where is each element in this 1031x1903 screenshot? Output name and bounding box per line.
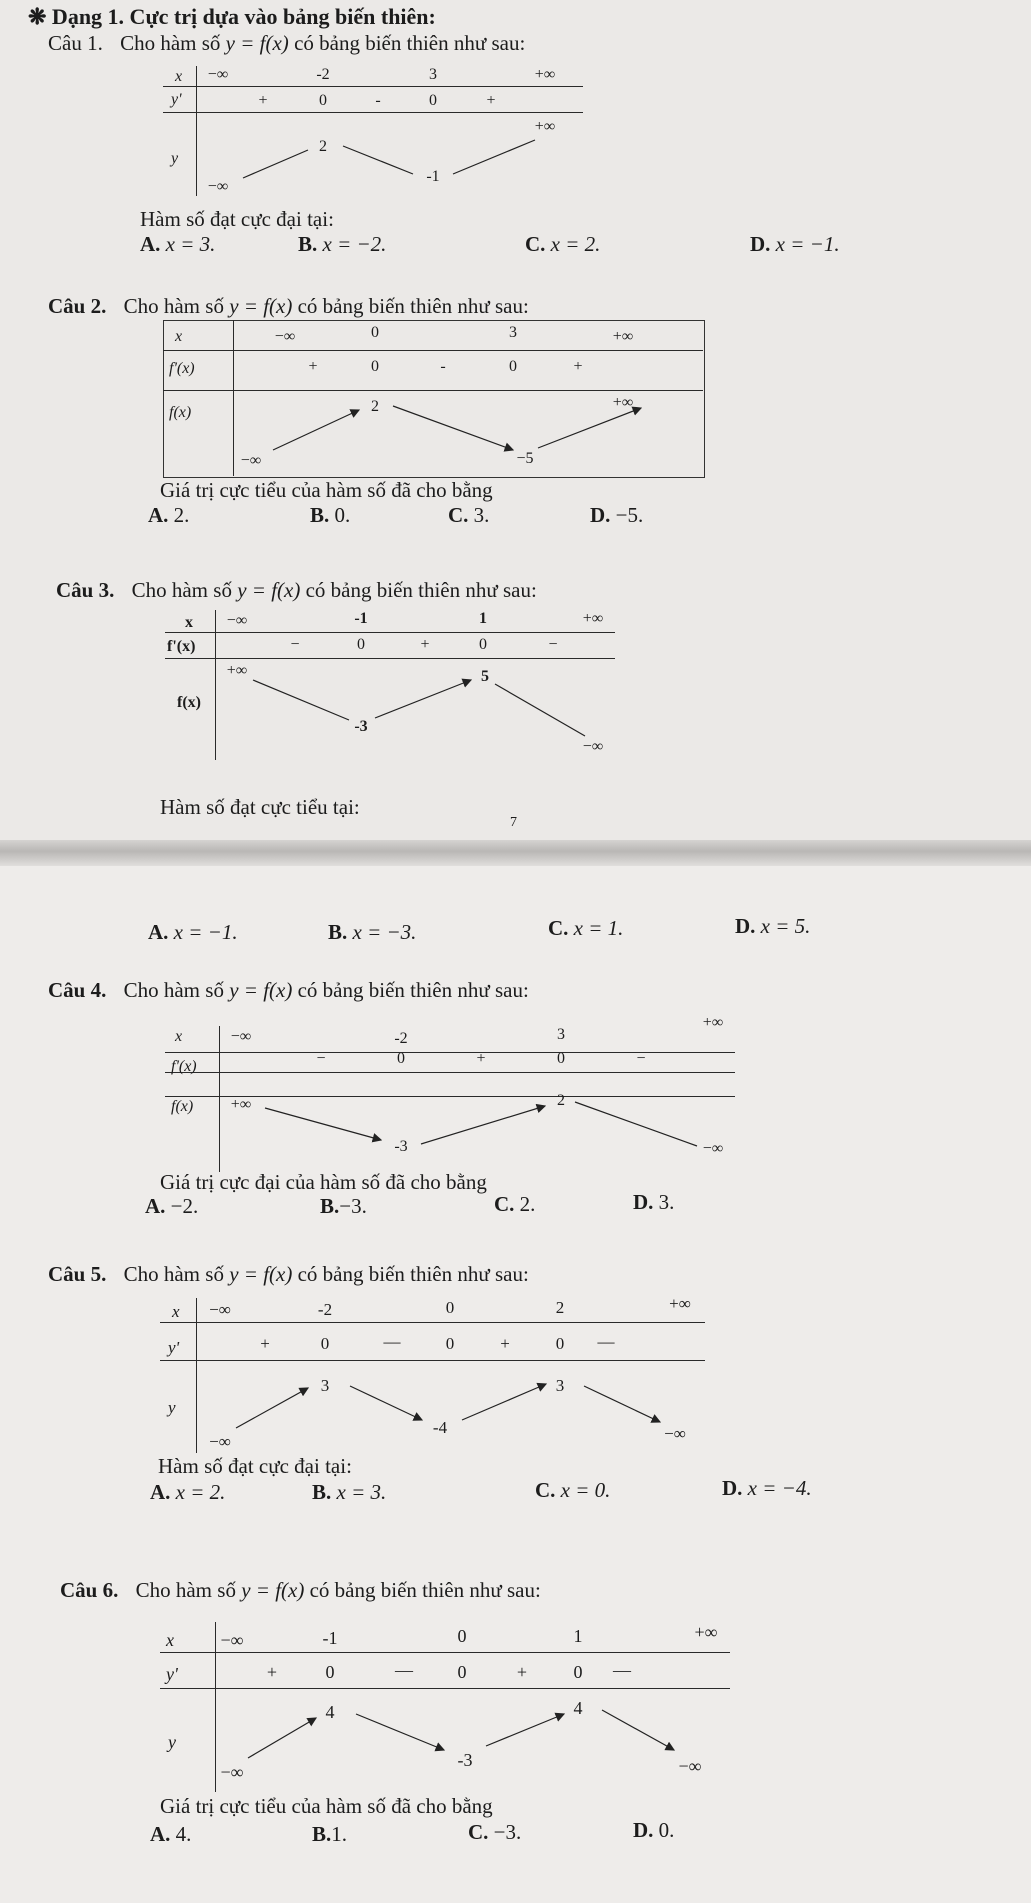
arrow-down xyxy=(584,1386,660,1422)
question-label: Câu 2. xyxy=(48,294,107,318)
option-text: x = 5. xyxy=(760,914,811,938)
question-intro xyxy=(60,1578,541,1603)
sign: + xyxy=(486,92,496,109)
question-prompt: Hàm số đạt cực tiểu tại: xyxy=(160,795,360,819)
option-b[interactable] xyxy=(312,1822,347,1847)
option-c[interactable] xyxy=(468,1820,521,1845)
arrow-up xyxy=(273,410,359,450)
variation-arrows xyxy=(165,1012,735,1172)
intro-text: Cho hàm số xyxy=(135,1578,242,1602)
sign: 0 xyxy=(325,1662,335,1682)
arrow-down xyxy=(393,406,513,450)
option-letter: C. xyxy=(535,1478,556,1502)
x-value: 3 xyxy=(509,324,517,341)
row-label-derivative: y' xyxy=(171,91,182,108)
question-intro xyxy=(48,1262,529,1287)
sign: + xyxy=(500,1334,510,1353)
arrow-up xyxy=(538,408,641,448)
page-fold xyxy=(0,840,1031,868)
y-value: -3 xyxy=(354,718,368,735)
row-label-derivative: y' xyxy=(166,1664,178,1684)
x-value: 3 xyxy=(429,66,437,83)
sign: + xyxy=(573,358,583,375)
option-letter: A. xyxy=(140,232,161,256)
option-text: x = −3. xyxy=(352,920,417,944)
y-value: 5 xyxy=(481,668,489,685)
option-text: 4. xyxy=(175,1822,192,1846)
option-b[interactable] xyxy=(310,503,350,528)
intro-text-end: có bảng biến thiên như sau: xyxy=(288,31,526,55)
intro-text-end: có bảng biến thiên như sau: xyxy=(304,1578,541,1602)
option-letter: A. xyxy=(148,503,169,527)
option-text: x = 3. xyxy=(165,232,216,256)
option-a[interactable] xyxy=(150,1822,191,1847)
x-value: +∞ xyxy=(694,1622,718,1642)
y-value: +∞ xyxy=(230,1096,252,1113)
sign: 0 xyxy=(429,92,437,109)
arrow-down xyxy=(350,1386,422,1420)
x-value: +∞ xyxy=(582,610,604,627)
row-label-x: x xyxy=(172,1302,180,1321)
option-text: 0. xyxy=(658,1818,675,1842)
question-prompt: Hàm số đạt cực đại tại: xyxy=(158,1454,352,1478)
option-a[interactable] xyxy=(148,920,238,945)
arrow-up xyxy=(248,1718,316,1758)
question-prompt: Hàm số đạt cực đại tại: xyxy=(140,207,334,231)
sign: + xyxy=(420,636,430,653)
x-value: 0 xyxy=(371,324,379,341)
y-value: 4 xyxy=(325,1702,335,1722)
option-text: −3. xyxy=(493,1820,522,1844)
option-text: x = 3. xyxy=(336,1480,387,1504)
sign: − xyxy=(548,636,558,653)
function-expr: y = f(x) xyxy=(225,31,289,55)
arrow-down xyxy=(253,680,349,720)
y-value: −∞ xyxy=(582,738,604,755)
option-d[interactable] xyxy=(633,1190,674,1215)
option-c[interactable] xyxy=(494,1192,535,1217)
intro-text-end: có bảng biến thiên như sau: xyxy=(292,1262,529,1286)
question-intro xyxy=(48,294,529,319)
sign: 0 xyxy=(371,358,379,375)
option-text: 3. xyxy=(473,503,490,527)
option-text: x = −1. xyxy=(173,920,238,944)
intro-text-end: có bảng biến thiên như sau: xyxy=(292,294,529,318)
sign: + xyxy=(258,92,268,109)
option-text: x = −2. xyxy=(322,232,387,256)
function-expr: y = f(x) xyxy=(229,1262,293,1286)
option-letter: C. xyxy=(525,232,546,256)
row-label-function: y xyxy=(171,150,179,167)
sign: — xyxy=(383,1332,401,1351)
option-letter: C. xyxy=(448,503,469,527)
row-label-x: x xyxy=(185,614,193,631)
sign: 0 xyxy=(479,636,487,653)
y-value: −∞ xyxy=(678,1756,702,1776)
sign: − xyxy=(636,1050,646,1067)
x-value: -1 xyxy=(322,1628,338,1648)
y-value: -3 xyxy=(394,1138,408,1155)
option-text: −5. xyxy=(615,503,644,527)
arrow-down xyxy=(602,1710,674,1750)
arrow-up xyxy=(462,1384,546,1420)
option-text: x = −1. xyxy=(775,232,840,256)
x-value: -1 xyxy=(354,610,368,627)
x-value: −∞ xyxy=(230,1028,252,1045)
question-intro xyxy=(48,31,525,56)
intro-text: Cho hàm số xyxy=(123,294,230,318)
x-value: -2 xyxy=(316,66,330,83)
option-b[interactable] xyxy=(298,232,386,257)
page-number: 7 xyxy=(510,815,517,830)
option-letter: D. xyxy=(633,1190,654,1214)
y-value: 3 xyxy=(320,1376,330,1395)
y-value: 2 xyxy=(371,398,379,415)
sign: - xyxy=(440,358,446,375)
row-label-x: x xyxy=(175,328,183,345)
sign: 0 xyxy=(320,1334,330,1353)
option-text: 0. xyxy=(334,503,351,527)
x-value: -2 xyxy=(394,1030,408,1047)
row-label-function: y xyxy=(168,1732,176,1752)
arrow-down xyxy=(265,1108,381,1140)
function-expr: y = f(x) xyxy=(229,294,293,318)
y-value: −∞ xyxy=(240,452,262,469)
option-letter: D. xyxy=(750,232,771,256)
row-label-function: f(x) xyxy=(169,404,192,421)
x-value: 0 xyxy=(445,1298,455,1317)
x-value: -2 xyxy=(317,1300,333,1319)
question-label: Câu 3. xyxy=(56,578,115,602)
x-value: 3 xyxy=(557,1026,565,1043)
arrow-down xyxy=(495,684,585,736)
sign: — xyxy=(597,1332,615,1351)
x-value: +∞ xyxy=(702,1014,724,1031)
sign: − xyxy=(290,636,300,653)
option-letter: B. xyxy=(312,1822,332,1846)
option-c[interactable] xyxy=(448,503,489,528)
function-expr: y = f(x) xyxy=(237,578,301,602)
sign: + xyxy=(516,1662,528,1682)
variation-table xyxy=(160,1622,730,1792)
x-value: +∞ xyxy=(534,66,556,83)
row-label-x: x xyxy=(175,68,183,85)
x-value: −∞ xyxy=(220,1630,244,1650)
sign: 0 xyxy=(555,1334,565,1353)
arrow-up xyxy=(421,1106,545,1144)
question-label: Câu 5. xyxy=(48,1262,107,1286)
arrow-up xyxy=(236,1388,308,1428)
sign: + xyxy=(308,358,318,375)
option-letter: A. xyxy=(150,1822,171,1846)
x-value: 1 xyxy=(573,1626,583,1646)
option-letter: C. xyxy=(548,916,569,940)
option-letter: B. xyxy=(298,232,318,256)
y-value: 2 xyxy=(557,1092,565,1109)
arrow-up xyxy=(375,680,471,718)
variation-table xyxy=(163,66,583,206)
option-text: 3. xyxy=(658,1190,675,1214)
option-b[interactable] xyxy=(328,920,416,945)
x-value: −∞ xyxy=(209,1300,231,1319)
sign: 0 xyxy=(397,1050,405,1067)
option-b[interactable] xyxy=(320,1194,367,1219)
row-label-function: f(x) xyxy=(177,694,201,711)
intro-text-end: có bảng biến thiên như sau: xyxy=(292,978,529,1002)
x-value: 0 xyxy=(457,1626,467,1646)
row-label-derivative: f'(x) xyxy=(171,1058,197,1075)
sign: - xyxy=(375,92,381,109)
intro-text: Cho hàm số xyxy=(131,578,238,602)
sign: — xyxy=(395,1660,413,1680)
option-letter: C. xyxy=(494,1192,515,1216)
arrow-down xyxy=(575,1102,697,1146)
option-letter: C. xyxy=(468,1820,489,1844)
option-text: x = 0. xyxy=(560,1478,611,1502)
sign: + xyxy=(266,1662,278,1682)
option-letter: D. xyxy=(633,1818,654,1842)
sign: 0 xyxy=(457,1662,467,1682)
intro-text: Cho hàm số xyxy=(120,31,226,55)
question-label: Câu 1. xyxy=(48,31,103,55)
x-value: +∞ xyxy=(612,328,634,345)
intro-text-end: có bảng biến thiên như sau: xyxy=(300,578,537,602)
row-label-derivative: y' xyxy=(168,1338,180,1357)
x-value: −∞ xyxy=(274,328,296,345)
row-label-function: f(x) xyxy=(171,1098,194,1115)
variation-arrows xyxy=(160,1622,730,1792)
function-expr: y = f(x) xyxy=(229,978,293,1002)
option-letter: A. xyxy=(145,1194,166,1218)
row-label-x: x xyxy=(175,1028,183,1045)
option-b[interactable] xyxy=(312,1480,386,1505)
y-value: 2 xyxy=(319,138,327,155)
y-value: −∞ xyxy=(664,1424,686,1443)
question-prompt: Giá trị cực tiểu của hàm số đã cho bằng xyxy=(160,1794,493,1818)
question-intro xyxy=(56,578,537,603)
option-a[interactable] xyxy=(140,232,215,257)
y-value: −5 xyxy=(516,450,534,467)
y-value: 4 xyxy=(573,1698,583,1718)
arrow-up xyxy=(243,150,308,178)
y-value: −∞ xyxy=(220,1762,244,1782)
option-a[interactable] xyxy=(145,1194,198,1219)
option-text: x = −4. xyxy=(747,1476,812,1500)
x-value: +∞ xyxy=(669,1294,691,1313)
option-text: x = 1. xyxy=(573,916,624,940)
y-value: -4 xyxy=(432,1418,448,1437)
x-value: −∞ xyxy=(207,66,229,83)
sign: + xyxy=(476,1050,486,1067)
option-letter: B. xyxy=(310,503,330,527)
question-intro xyxy=(48,978,529,1003)
option-d[interactable] xyxy=(722,1476,812,1501)
x-value: −∞ xyxy=(226,612,248,629)
question-label: Câu 6. xyxy=(60,1578,119,1602)
question-label: Câu 4. xyxy=(48,978,107,1002)
y-value: +∞ xyxy=(534,118,556,135)
section-heading: ❋ Dạng 1. Cực trị dựa vào bảng biến thiên: xyxy=(28,4,436,29)
y-value: -3 xyxy=(457,1750,473,1770)
x-value: 1 xyxy=(479,610,487,627)
variation-table xyxy=(165,610,615,760)
option-text: −2. xyxy=(170,1194,199,1218)
y-value: +∞ xyxy=(612,394,634,411)
option-text: 1. xyxy=(331,1822,348,1846)
option-letter: A. xyxy=(150,1480,171,1504)
option-text: 2. xyxy=(519,1192,536,1216)
option-c[interactable] xyxy=(535,1478,610,1503)
sign: — xyxy=(613,1660,631,1680)
y-value: 3 xyxy=(555,1376,565,1395)
variation-arrows xyxy=(163,320,703,476)
option-a[interactable] xyxy=(150,1480,225,1505)
sign: − xyxy=(316,1050,326,1067)
arrow-down xyxy=(343,146,413,174)
sign: + xyxy=(260,1334,270,1353)
variation-arrows xyxy=(163,66,583,206)
question-prompt: Giá trị cực đại của hàm số đã cho bằng xyxy=(160,1170,487,1194)
row-label-derivative: f'(x) xyxy=(167,638,196,655)
option-d[interactable] xyxy=(590,503,643,528)
row-label-x: x xyxy=(166,1630,174,1650)
variation-table xyxy=(165,1012,735,1172)
arrow-down xyxy=(356,1714,444,1750)
option-d[interactable] xyxy=(750,232,840,257)
arrow-up xyxy=(486,1714,564,1746)
sign: 0 xyxy=(573,1662,583,1682)
sign: 0 xyxy=(319,92,327,109)
row-label-function: y xyxy=(168,1398,176,1417)
intro-text: Cho hàm số xyxy=(123,1262,230,1286)
option-letter: A. xyxy=(148,920,169,944)
option-letter: B. xyxy=(328,920,348,944)
option-letter: B. xyxy=(320,1194,340,1218)
option-letter: B. xyxy=(312,1480,332,1504)
sign: 0 xyxy=(445,1334,455,1353)
option-c[interactable] xyxy=(525,232,600,257)
sign: 0 xyxy=(357,636,365,653)
sign: 0 xyxy=(557,1050,565,1067)
option-text: x = 2. xyxy=(550,232,601,256)
y-value: +∞ xyxy=(226,662,248,679)
y-value: -1 xyxy=(426,168,440,185)
option-letter: D. xyxy=(590,503,611,527)
variation-table xyxy=(160,1294,705,1453)
arrow-up xyxy=(453,140,535,174)
option-c[interactable] xyxy=(548,916,623,941)
variation-arrows xyxy=(160,1298,705,1453)
variation-table xyxy=(163,320,703,476)
option-a[interactable] xyxy=(148,503,189,528)
sign: 0 xyxy=(509,358,517,375)
y-value: −∞ xyxy=(207,178,229,195)
x-value: 2 xyxy=(555,1298,565,1317)
option-text: 2. xyxy=(173,503,190,527)
option-text: x = 2. xyxy=(175,1480,226,1504)
function-expr: y = f(x) xyxy=(241,1578,305,1602)
question-prompt: Giá trị cực tiểu của hàm số đã cho bằng xyxy=(160,478,493,502)
variation-arrows xyxy=(165,610,615,760)
option-letter: D. xyxy=(735,914,756,938)
option-letter: D. xyxy=(722,1476,743,1500)
option-d[interactable] xyxy=(735,914,810,939)
intro-text: Cho hàm số xyxy=(123,978,230,1002)
option-d[interactable] xyxy=(633,1818,674,1843)
option-text: −3. xyxy=(339,1194,367,1218)
row-label-derivative: f'(x) xyxy=(169,360,195,377)
y-value: −∞ xyxy=(209,1432,231,1451)
y-value: −∞ xyxy=(702,1140,724,1157)
